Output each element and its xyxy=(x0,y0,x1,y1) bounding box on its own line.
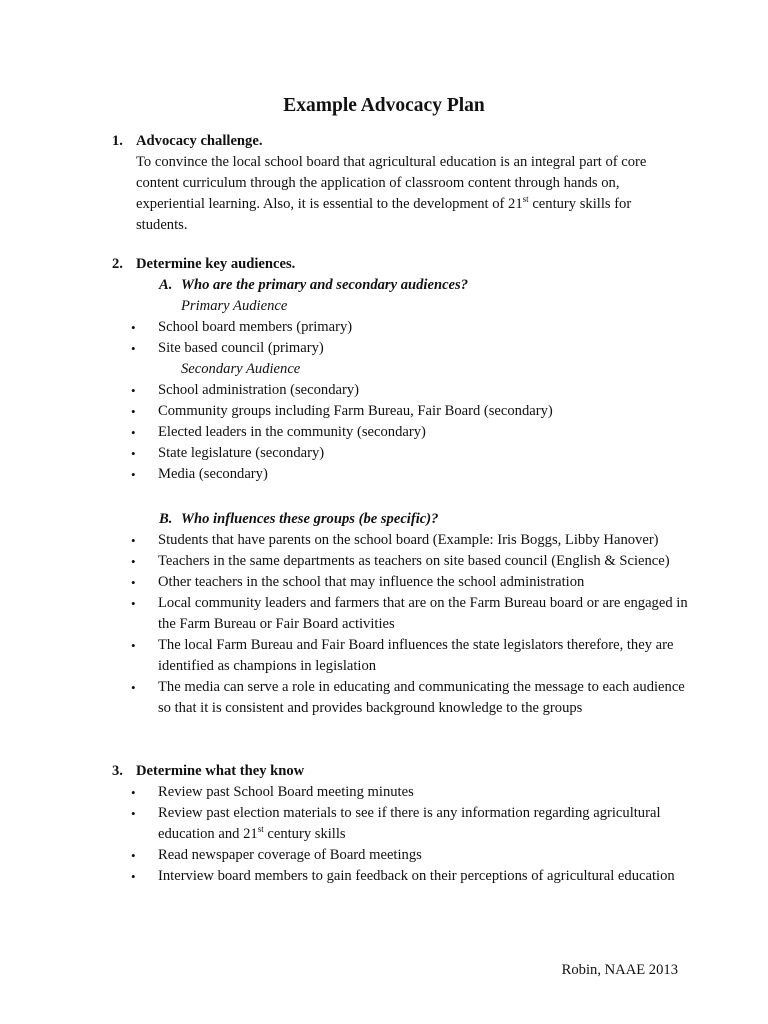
bullet: • xyxy=(131,869,136,884)
secondary-audience-label: Secondary Audience xyxy=(181,361,301,377)
list-item xyxy=(131,866,688,887)
list-item xyxy=(131,464,688,485)
list-item xyxy=(131,551,688,572)
superscript: st xyxy=(257,824,264,834)
page-title: Example Advocacy Plan xyxy=(283,95,485,116)
list-item-text: Interview board members to gain feedback on their perceptions of agricultural education xyxy=(158,868,675,884)
bullet: • xyxy=(131,467,136,482)
list-item-text: State legislature (secondary) xyxy=(158,445,325,461)
list-item-text: Students that have parents on the school board (Example: Iris Boggs, Libby Hanover) xyxy=(158,532,659,548)
list-item-text: Local community leaders and farmers that are on the Farm Bureau board or are engaged in the Farm Bureau or Fair Board activities xyxy=(158,595,688,632)
list-item xyxy=(131,380,688,401)
section-key-audiences xyxy=(0,254,768,485)
section-heading-text: Determine what they know xyxy=(136,763,305,779)
bullet: • xyxy=(131,425,136,440)
bullet: • xyxy=(131,320,136,335)
list-item xyxy=(131,530,688,551)
section-number: 1. xyxy=(112,133,123,149)
list-item-text: Review past election materials to see if there is any information regarding agricultural education and 21 xyxy=(158,805,661,842)
research-list xyxy=(0,782,768,887)
list-item xyxy=(131,401,688,422)
list-item-text: Other teachers in the school that may influence the school administration xyxy=(158,574,585,590)
list-item-text: School administration (secondary) xyxy=(158,382,360,398)
list-item-text: The media can serve a role in educating and communicating the message to each audience so that it is consistent and provides background knowledge to the groups xyxy=(158,679,685,716)
list-item xyxy=(131,572,688,593)
list-item xyxy=(131,803,688,845)
list-item-text: Community groups including Farm Bureau, Fair Board (secondary) xyxy=(158,403,553,419)
bullet: • xyxy=(131,680,136,695)
paragraph-text: To convince the local school board that agricultural education is an integral part of core content curriculum through the application of classroom content through hands on, experiential learning. Also, it is essential to the development of 21 xyxy=(136,154,647,212)
subsection-letter: B. xyxy=(159,511,173,527)
list-item xyxy=(131,593,688,635)
list-item xyxy=(131,845,688,866)
subsection-b-question xyxy=(159,509,768,530)
bullet: • xyxy=(131,785,136,800)
section-heading xyxy=(0,254,768,275)
section-what-they-know xyxy=(0,761,768,887)
challenge-paragraph xyxy=(136,152,681,236)
subsection-letter: A. xyxy=(159,277,173,293)
list-item xyxy=(131,677,688,719)
bullet: • xyxy=(131,341,136,356)
bullet: • xyxy=(131,806,136,821)
footer-credit: Robin, NAAE 2013 xyxy=(561,962,678,978)
list-item-text: Review past School Board meeting minutes xyxy=(158,784,414,800)
section-heading-text: Advocacy challenge. xyxy=(136,133,263,149)
bullet: • xyxy=(131,575,136,590)
list-item-text: century skills xyxy=(263,826,346,842)
paragraph-text: century skills for students. xyxy=(136,196,632,233)
subsection-question: Who influences these groups (be specific)? xyxy=(181,511,439,527)
bullet: • xyxy=(131,404,136,419)
list-item xyxy=(131,317,688,338)
secondary-audience-list xyxy=(0,380,768,485)
bullet: • xyxy=(131,533,136,548)
list-item xyxy=(131,338,688,359)
list-item-text: Media (secondary) xyxy=(158,466,268,482)
section-heading xyxy=(0,131,768,152)
list-item xyxy=(131,782,688,803)
list-item xyxy=(131,443,688,464)
list-item xyxy=(131,422,688,443)
section-heading xyxy=(0,761,768,782)
section-heading-text: Determine key audiences. xyxy=(136,256,296,272)
section-advocacy-challenge xyxy=(0,131,768,236)
list-item-text: Teachers in the same departments as teachers on site based council (English & Science) xyxy=(158,553,670,569)
primary-audience-label: Primary Audience xyxy=(181,298,288,314)
bullet: • xyxy=(131,596,136,611)
section-number: 3. xyxy=(112,763,123,779)
list-item xyxy=(131,635,688,677)
subsection-a-question xyxy=(159,275,768,296)
list-item-text: Site based council (primary) xyxy=(158,340,324,356)
bullet: • xyxy=(131,848,136,863)
list-item-text: The local Farm Bureau and Fair Board influences the state legislators therefore, they are identified as champions in legislation xyxy=(158,637,674,674)
list-item-text: School board members (primary) xyxy=(158,319,353,335)
bullet: • xyxy=(131,383,136,398)
subsection-b xyxy=(0,509,768,719)
section-number: 2. xyxy=(112,256,123,272)
bullet: • xyxy=(131,638,136,653)
influencers-list xyxy=(0,530,768,719)
bullet: • xyxy=(131,554,136,569)
bullet: • xyxy=(131,446,136,461)
list-item-text: Elected leaders in the community (secondary) xyxy=(158,424,426,440)
primary-audience-list xyxy=(0,317,768,359)
subsection-question: Who are the primary and secondary audiences? xyxy=(181,277,469,293)
superscript: st xyxy=(522,194,529,204)
list-item-text: Read newspaper coverage of Board meetings xyxy=(158,847,422,863)
